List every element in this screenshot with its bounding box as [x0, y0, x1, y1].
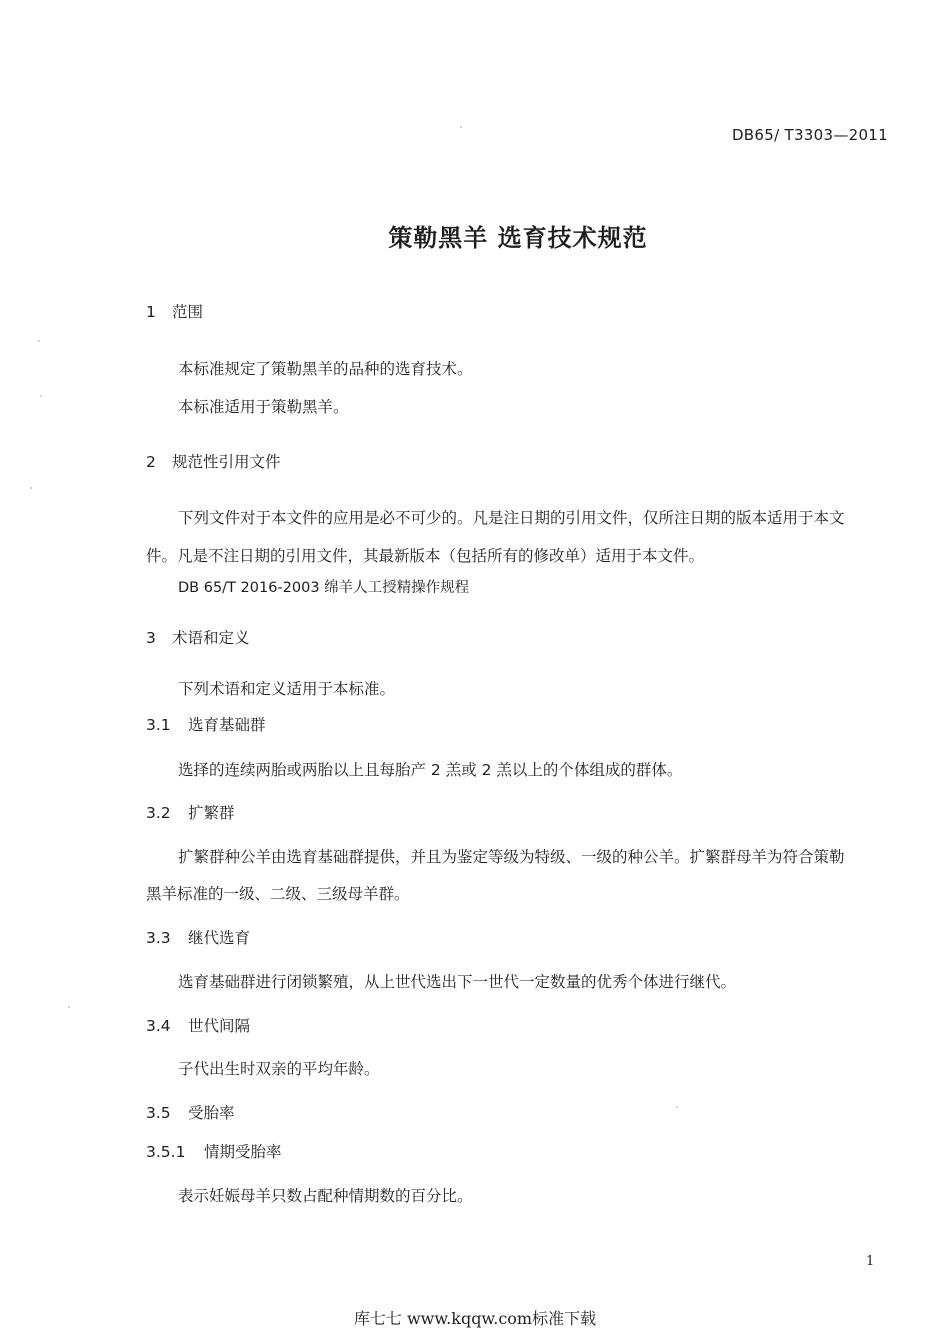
term-title: 受胎率	[188, 1104, 235, 1122]
scan-speck	[30, 487, 32, 489]
paragraph: 件。凡是不注日期的引用文件，其最新版本（包括所有的修改单）适用于本文件。	[146, 547, 705, 565]
term-definition: 选育基础群进行闭锁繁殖，从上世代选出下一世代一定数量的优秀个体进行继代。	[178, 973, 737, 991]
paragraph: 本标准适用于策勒黑羊。	[178, 398, 349, 416]
term-definition: 黑羊标准的一级、二级、三级母羊群。	[146, 885, 410, 903]
scan-speck	[68, 1006, 70, 1008]
term-definition: 扩繁群种公羊由选育基础群提供，并且为鉴定等级为特级、一级的种公羊。扩繁群母羊为符合策勒	[178, 848, 845, 866]
normative-reference: DB 65/T 2016-2003 绵羊人工授精操作规程	[178, 580, 470, 596]
section-number: 2	[146, 453, 156, 471]
scan-speck	[676, 1106, 678, 1108]
term-number: 3.5	[146, 1104, 171, 1122]
term-3-4-heading	[146, 1014, 250, 1036]
paragraph: 本标准规定了策勒黑羊的品种的选育技术。	[178, 360, 473, 378]
term-title: 选育基础群	[188, 716, 266, 734]
section-number: 3	[146, 629, 156, 647]
term-3-1-heading	[146, 713, 266, 735]
term-title: 扩繁群	[188, 804, 235, 822]
term-number: 3.3	[146, 929, 171, 947]
term-title: 世代间隔	[188, 1017, 251, 1035]
term-3-2-heading	[146, 801, 235, 823]
section-number: 1	[146, 303, 156, 321]
page-number: 1	[866, 1254, 875, 1269]
term-title: 情期受胎率	[204, 1143, 282, 1161]
document-code: DB65/ T3303—2011	[731, 126, 888, 144]
scan-speck	[38, 340, 40, 342]
term-3-3-heading	[146, 926, 250, 948]
scan-speck	[460, 126, 462, 128]
term-number: 3.5.1	[146, 1143, 186, 1161]
term-3-5-heading	[146, 1101, 235, 1123]
page-title: 策勒黑羊 选育技术规范	[388, 224, 648, 252]
term-definition: 选择的连续两胎或两胎以上且每胎产 2 羔或 2 羔以上的个体组成的群体。	[178, 761, 683, 779]
term-number: 3.4	[146, 1017, 171, 1035]
paragraph: 下列术语和定义适用于本标准。	[178, 680, 396, 698]
section-title: 术语和定义	[172, 629, 250, 647]
section-title: 规范性引用文件	[172, 453, 281, 471]
section-3-heading	[146, 626, 250, 648]
section-title: 范围	[172, 303, 204, 321]
term-definition: 子代出生时双亲的平均年龄。	[178, 1060, 380, 1078]
scan-speck	[40, 395, 42, 397]
section-1-heading	[146, 300, 203, 322]
term-title: 继代选育	[188, 929, 251, 947]
term-3-5-1-heading	[146, 1140, 282, 1162]
term-definition: 表示妊娠母羊只数占配种情期数的百分比。	[178, 1187, 473, 1205]
term-number: 3.1	[146, 716, 171, 734]
term-number: 3.2	[146, 804, 171, 822]
section-2-heading	[146, 450, 281, 472]
paragraph: 下列文件对于本文件的应用是必不可少的。凡是注日期的引用文件，仅所注日期的版本适用于本文	[178, 509, 845, 527]
footer-watermark-text: 库七七 www.kqqw.com标准下载	[353, 1309, 597, 1328]
